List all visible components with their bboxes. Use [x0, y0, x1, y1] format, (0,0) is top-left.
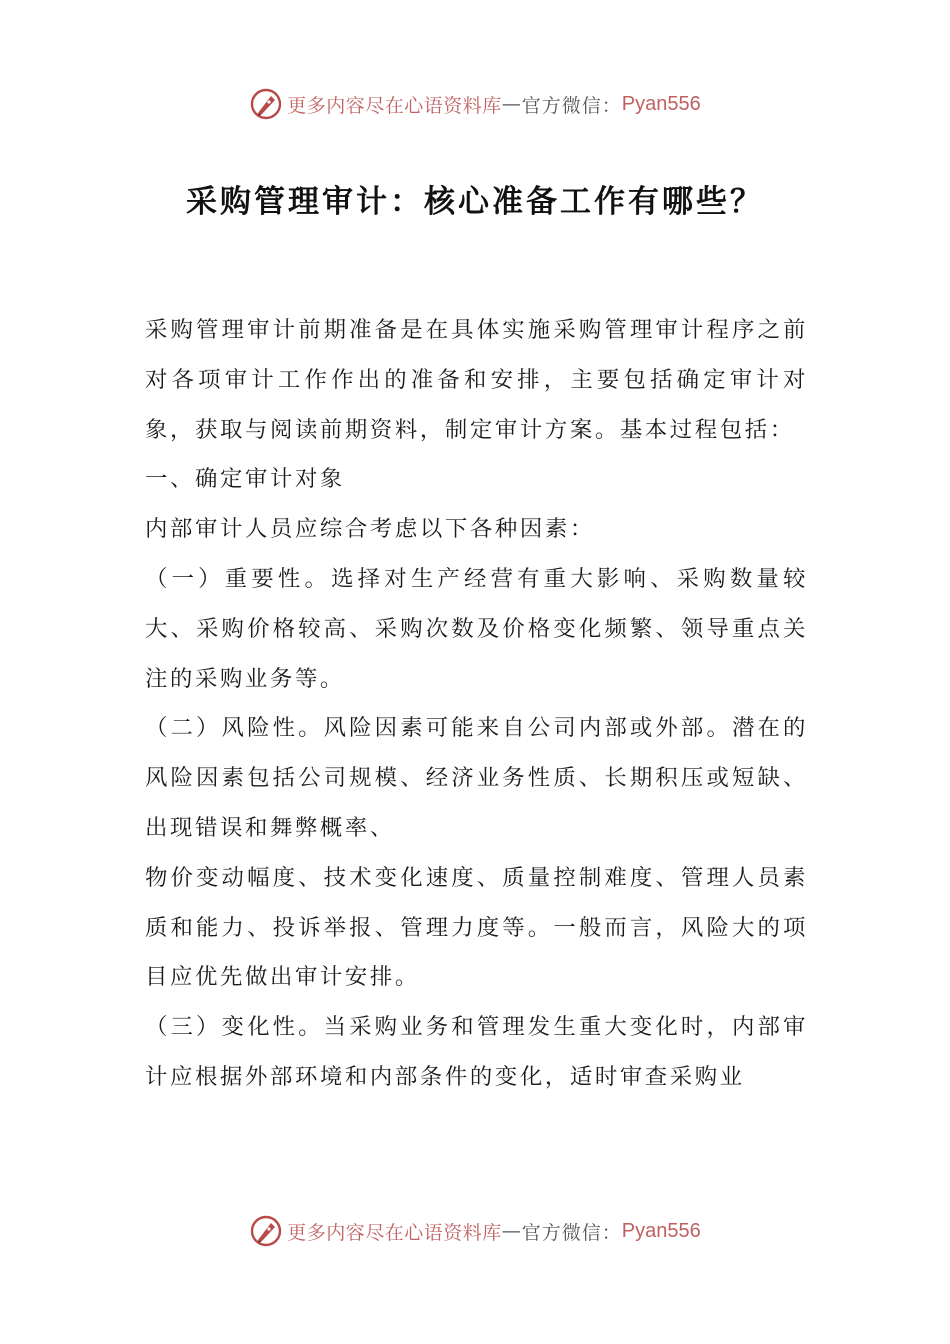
pen-nib-circle-icon [249, 1214, 283, 1248]
watermark-side-text: 官方微信： [521, 1221, 622, 1244]
header-watermark [0, 84, 950, 124]
watermark-wechat-id: Pyan556 [621, 92, 701, 115]
paragraph-risk-continued: 物价变动幅度、技术变化速度、质量控制难度、管理人员素质和能力、投诉举报、管理力度等。一般而言，风险大的项目应优先做出审计安排。 [145, 864, 808, 991]
paragraph-importance: （一）重要性。选择对生产经营有重大影响、采购数量较大、采购价格较高、采购次数及价格变化频繁、领导重点关注的采购业务等。 [145, 565, 808, 692]
watermark-main-text: 更多内容尽在心语资料库 [287, 1221, 502, 1244]
paragraph-intro: 采购管理审计前期准备是在具体实施采购管理审计程序之前对各项审计工作作出的准备和安排，主要包括确定审计对象，获取与阅读前期资料，制定审计方案。基本过程包括： [145, 317, 808, 443]
watermark-side-text: 官方微信： [521, 94, 622, 117]
watermark-dash: — [501, 93, 522, 115]
document-body [145, 306, 808, 1103]
footer-watermark [0, 1211, 950, 1251]
watermark-main-text: 更多内容尽在心语资料库 [287, 94, 502, 117]
pen-nib-circle-icon [249, 87, 283, 121]
watermark-wechat-id: Pyan556 [621, 1219, 701, 1242]
section-heading: 一、确定审计对象 [145, 466, 345, 493]
paragraph-factors: 内部审计人员应综合考虑以下各种因素： [145, 516, 595, 543]
document-title: 采购管理审计：核心准备工作有哪些？ [186, 184, 764, 220]
paragraph-change: （三）变化性。当采购业务和管理发生重大变化时，内部审计应根据外部环境和内部条件的变化，适时审查采购业 [145, 1014, 808, 1090]
watermark-dash: — [501, 1220, 522, 1242]
paragraph-risk: （二）风险性。风险因素可能来自公司内部或外部。潜在的风险因素包括公司规模、经济业务性质、长期积压或短缺、出现错误和舞弊概率、 [145, 715, 808, 841]
